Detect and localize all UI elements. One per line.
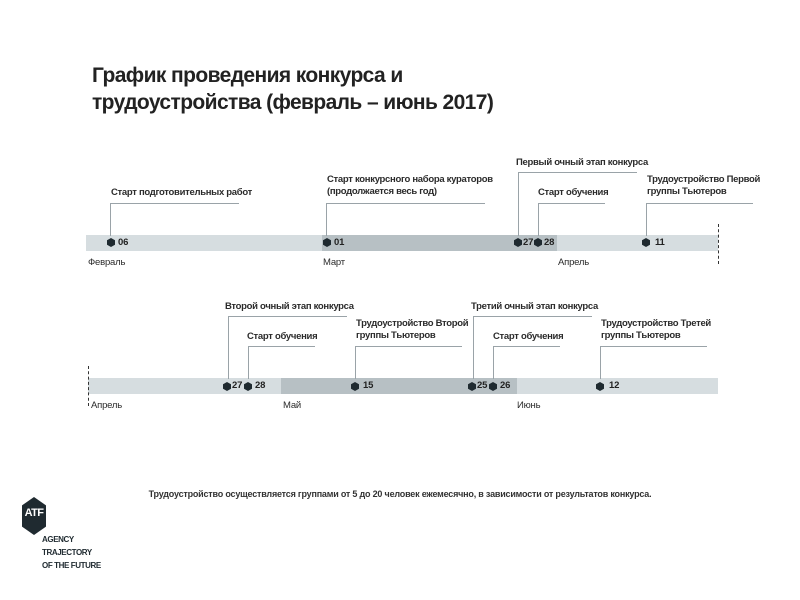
event-label-training-start: Старт обучения: [538, 187, 609, 198]
month-label: Апрель: [91, 400, 123, 411]
event-leader: [493, 346, 560, 379]
event-label-curators-start: Старт конкурсного набора кураторов (продолжается весь год): [327, 174, 493, 197]
day-label: 11: [655, 237, 665, 248]
timeline-start-dashed: [88, 366, 89, 406]
day-label: 01: [334, 237, 345, 248]
event-label-first-stage: Первый очный этап конкурса: [516, 157, 648, 168]
day-label: 25: [477, 380, 488, 391]
day-label: 28: [544, 237, 555, 248]
logo-text: AGENCY TRAJECTORY OF THE FUTURE: [42, 535, 101, 570]
event-label-prep-start: Старт подготовительных работ: [111, 187, 252, 198]
event-label-training-start: Старт обучения: [247, 331, 318, 342]
page-title-line-2: трудоустройства (февраль – июнь 2017): [92, 91, 494, 114]
month-label: Июнь: [517, 400, 541, 411]
logo-mark: ATF: [24, 507, 44, 519]
event-label-third-stage: Третий очный этап конкурса: [471, 301, 598, 312]
day-label: 26: [500, 380, 511, 391]
day-label: 27: [523, 237, 534, 248]
day-label: 27: [232, 380, 243, 391]
event-label-second-stage: Второй очный этап конкурса: [225, 301, 354, 312]
footnote: Трудоустройство осуществляется группами от 5 до 20 человек ежемесячно, в зависимости от результатов конкурса.: [148, 489, 652, 499]
month-label: Апрель: [558, 257, 590, 268]
event-leader: [600, 346, 707, 379]
month-label: Май: [283, 400, 302, 411]
event-leader: [355, 346, 462, 379]
event-label-training-start-2: Старт обучения: [493, 331, 564, 342]
day-label: 28: [255, 380, 266, 391]
event-label-second-group-hire: Трудоустройство Второй группы Тьютеров: [356, 318, 469, 341]
month-label: Март: [323, 257, 345, 268]
day-label: 12: [609, 380, 620, 391]
event-label-first-group-hire: Трудоустройство Первой группы Тьютеров: [647, 174, 761, 197]
event-leader: [248, 346, 315, 379]
day-label: 06: [118, 237, 129, 248]
day-label: 15: [363, 380, 374, 391]
page-title-line-1: График проведения конкурса и: [92, 64, 403, 87]
atf-logo: [22, 497, 102, 577]
event-label-third-group-hire: Трудоустройство Третей группы Тьютеров: [601, 318, 711, 341]
month-label: Февраль: [88, 257, 126, 268]
